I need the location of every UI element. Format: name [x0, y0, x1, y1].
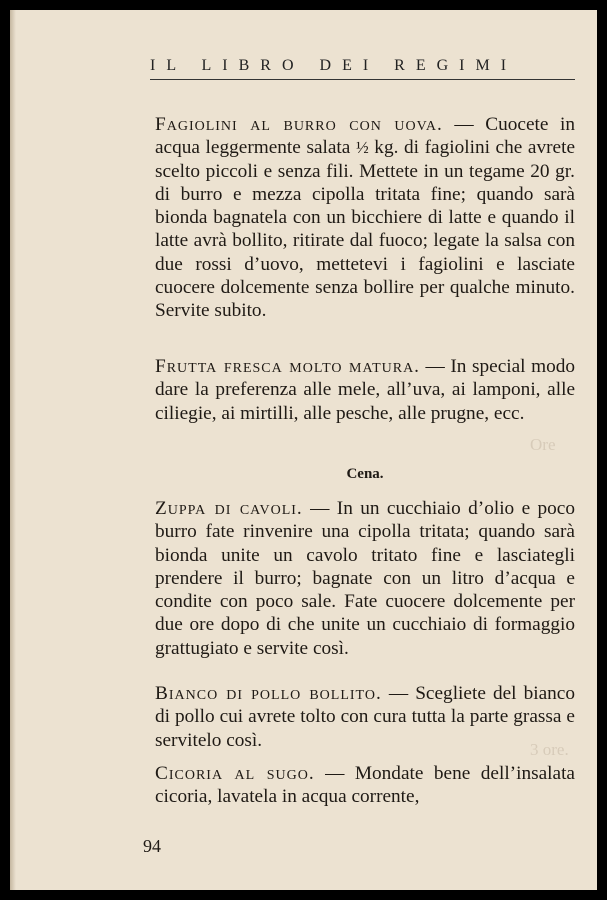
recipe-title: Cicoria al sugo. [155, 763, 315, 784]
running-head: IL LIBRO DEI REGIMI [150, 57, 518, 74]
recipe-body: — Scegliete del bianco di pollo cui avrete tolto con cura tutta la parte grassa e servitelo così. [155, 683, 575, 751]
bleed-through-text: Ore [530, 435, 556, 454]
header-rule [150, 79, 575, 80]
page-edge-shadow [10, 10, 16, 890]
page-number: 94 [143, 836, 161, 856]
recipe-body: — In special modo dare la preferenza alle mele, all’uva, ai lamponi, alle ciliegie, ai mirtilli, alle pesche, alle prugne, ecc. [155, 356, 575, 424]
section-title: Cena. [346, 466, 384, 482]
recipe-body: — In un cucchiaio d’olio e poco burro fate rinvenire una cipolla tritata; quando sarà bionda unite un cavolo tritato fine e lasciategli prendere il burro; bagnate con un litro d’acqua e condite con poco sale. Fate cuocere dolcemente per due ore dopo di che unite un cucchiaio di formaggio grattugiato e servite così. [155, 498, 575, 659]
recipe-body: — Mondate bene dell’insalata cicoria, lavatela in acqua corrente, [155, 763, 575, 808]
fraction: ½ [355, 138, 369, 158]
book-page [10, 10, 597, 890]
recipe-frutta [155, 355, 575, 425]
recipe-fagiolini [155, 113, 575, 323]
recipe-bianco [155, 682, 575, 752]
recipe-zuppa [155, 497, 575, 660]
recipe-body: — Cuocete in acqua leggermente salata [155, 114, 575, 159]
recipe-title: Zuppa di cavoli. [155, 498, 303, 519]
recipe-cicoria [155, 762, 575, 809]
recipe-title: Frutta fresca molto matura. [155, 356, 420, 377]
recipe-title: Fagiolini al burro con uova. [155, 114, 443, 135]
recipe-title: Bianco di pollo bollito. [155, 683, 382, 704]
recipe-body: kg. di fagiolini che avrete scelto piccoli e senza fili. Mettete in un tegame 20 gr. di burro e mezza cipolla tritata fine; quando sarà bionda bagnatela con un bicchiere di latte e quando il latte avrà bollito, ritirate dal fuoco; legate la salsa con due rossi d’uovo, mettetevi i fagiolini e lasciate cuocere dolcemente senza bollire per qualche minuto. Servite subito. [155, 137, 575, 322]
bleed-through-text: 3 ore. [530, 740, 569, 759]
